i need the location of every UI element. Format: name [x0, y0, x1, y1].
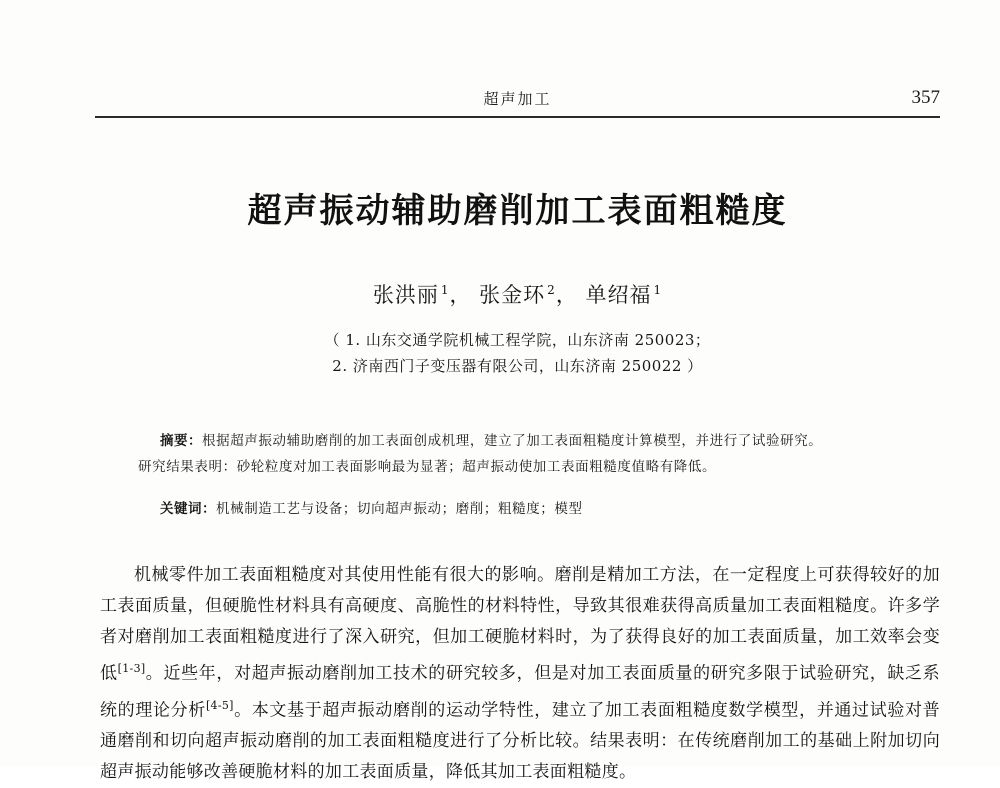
author-affil-marker: 1: [653, 283, 663, 297]
keywords-label: 关键词：: [160, 501, 216, 517]
affiliations: [95, 327, 940, 379]
affiliation-line: （ 1. 山东交通学院机械工程学院，山东济南 250023；: [324, 331, 711, 349]
keywords-text: 机械制造工艺与设备；切向超声振动；磨削；粗糙度；模型: [216, 501, 583, 517]
body-part-3: 。本文基于超声振动磨削的运动学特性，建立了加工表面粗糙度数学模型，并通过试验对普通磨削和切向超声振动磨削的加工表面粗糙度进行了分析比较。结果表明：在传统磨削加工的基础上附加切向超声振动能够改善硬脆材料的加工表面质量，降低其加工表面粗糙度。: [100, 700, 940, 783]
abstract-block: [130, 428, 910, 522]
abstract-text-line-2: 研究结果表明：砂轮粒度对加工表面影响最为显著；超声振动使加工表面粗糙度值略有降低。: [138, 459, 717, 475]
abstract-text-line-1: 根据超声振动辅助磨削的加工表面创成机理，建立了加工表面粗糙度计算模型，并进行了试验研究。: [202, 433, 823, 449]
author-name: 张金环: [479, 283, 546, 307]
body-text: [100, 560, 940, 788]
abstract-first-line: [130, 428, 910, 454]
author-affil-marker: 1: [440, 283, 450, 297]
running-head: [95, 88, 940, 109]
running-head-text: 超声加工: [483, 90, 552, 108]
abstract-label: 摘要：: [160, 433, 202, 449]
citation-ref: [4-5]: [205, 698, 234, 712]
citation-ref: [1-3]: [117, 662, 146, 675]
author-name: 单绍福: [585, 283, 652, 307]
author-separator: ，: [555, 283, 578, 307]
page-number: 357: [911, 87, 940, 108]
body-part-2: 。近些年，对超声振动磨削加工技术的研究较多，但是对加工表面质量的研究多限于试验研究，缺乏系统的理论分析: [100, 663, 940, 721]
author-list: [95, 279, 940, 309]
header-rule: [95, 116, 940, 118]
author-name: 张洪丽: [372, 283, 439, 307]
author-separator: ，: [449, 283, 472, 307]
keywords-line: [130, 496, 910, 522]
affiliation-line: 2. 济南西门子变压器有限公司，山东济南 250022 ）: [332, 357, 703, 375]
author-affil-marker: 2: [547, 283, 556, 297]
abstract-second-line: [130, 454, 910, 480]
body-paragraph: [100, 560, 940, 788]
body-part-1: 机械零件加工表面粗糙度对其使用性能有很大的影响。磨削是精加工方法，在一定程度上可获得较好的加工表面质量，但硬脆性材料具有高硬度、高脆性的材料特性，导致其很难获得高质量加工表面粗糙度。许多学者对磨削加工表面粗糙度进行了深入研究，但加工硬脆材料时，为了获得良好的加工表面质量，加工效率会变低: [100, 565, 940, 684]
page-title: 超声振动辅助磨削加工表面粗糙度: [247, 191, 788, 231]
